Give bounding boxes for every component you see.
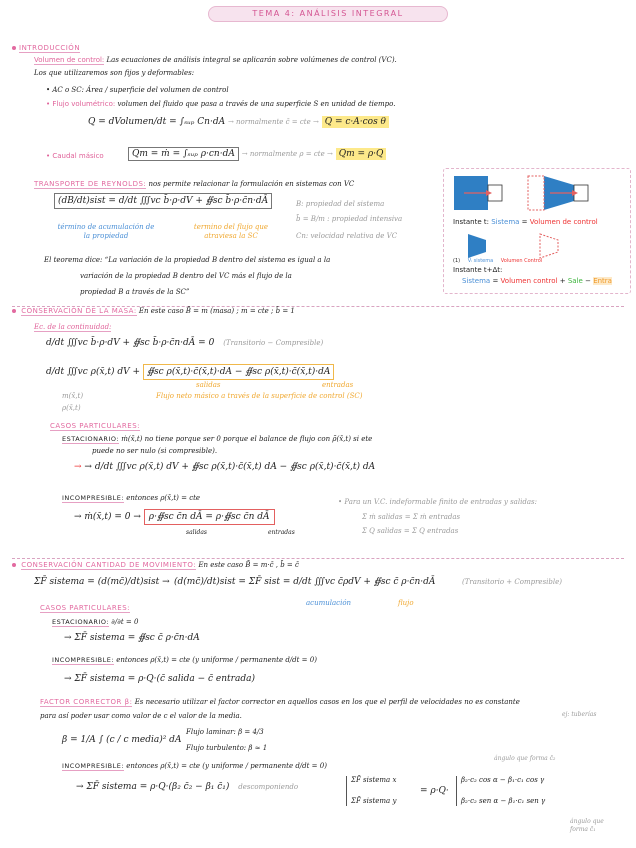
- masa-salidas: salidas: [196, 381, 221, 389]
- result-y: β₂·c₂ sen α − β₁·c₁ sen γ: [461, 796, 546, 805]
- mov-inc: INCOMPRESIBLE: entonces ρ(x̄,t) = cte (y uniforme / permanente d/dt = 0): [52, 656, 317, 664]
- note-flujo: termino del flujo que atraviesa la SC: [193, 223, 269, 240]
- inst2: (1) Ṽᵢ sistema Volumen Control: [453, 258, 543, 264]
- angle-note-2: ángulo que forma c̄₁: [570, 818, 604, 833]
- system-shape-icon: [468, 234, 486, 258]
- comp-y: ΣF̄ sistema y: [351, 796, 397, 805]
- bullet-dot-icon: [12, 309, 16, 313]
- page-title: TEMA 4: ANÁLISIS INTEGRAL: [208, 6, 448, 22]
- eq-m-box: Qm = ρ·Q: [336, 148, 387, 160]
- def-b: b̄ = B/m : propiedad intensiva: [296, 215, 403, 223]
- masa-eq1: d/dt ∭vc b̄·ρ·dV + ∯sc b̄·ρ·c̄n·dĀ = 0 (Transitorio − Compresible): [46, 338, 324, 348]
- masa-sub: Ec. de la continuidad:: [34, 323, 112, 331]
- factor-final-eq: → ΣF̄ sistema = ρ·Q·(β₂ c̄₂ − β₁ c̄₁) descomponiendo: [76, 782, 299, 792]
- masa-eq2-box: ∯sc ρ(x̄,t)·c̄(x̄,t)·dA − ∯sc ρ(x̄,t)·c̄(x̄,t)·dA: [143, 364, 334, 380]
- mov-inc-eq: → ΣF̄ sistema = ρ·Q·(c̄ salida − c̄ entrada): [64, 674, 255, 684]
- masa-casos: CASOS PARTICULARES:: [50, 422, 141, 430]
- rhoq: = ρ·Q·: [420, 786, 449, 796]
- inst3: Instante t+Δt:: [453, 266, 503, 274]
- theorem-3: propiedad B a través de la SC”: [80, 288, 190, 296]
- beta-laminar: Flujo laminar: β = 4/3: [186, 728, 264, 736]
- inst1: Instante t: Sistema = Volumen de control: [453, 218, 598, 226]
- eq-q-box: Q = c·A·cos θ: [322, 116, 389, 128]
- reynolds-eq: (dB/dt)sist = d/dt ∭vc b̄·ρ·dV + ∯sc b̄·ρ·c̄n·dĀ: [54, 196, 272, 207]
- result-block: [456, 776, 545, 806]
- eq-q: Q = dVolumen/dt = ∫ₛᵤₚ Cn·dA → normalmente c̄ = cte → Q = c·A·cos θ: [88, 117, 389, 128]
- m-xt: m(x̄,t): [62, 392, 84, 400]
- masa-est-eq: → → d/dt ∭vc ρ(x̄,t) dV + ∯sc ρ(x̄,t)·c̄(x̄,t) dA − ∯sc ρ(x̄,t)·c̄(x̄,t) dA: [74, 462, 376, 472]
- theorem-1: El teorema dice: “La variación de la propiedad B dentro del sistema es igual a la: [44, 256, 331, 264]
- masa-inc: INCOMPRESIBLE: entonces ρ(x̄,t) = cte: [62, 494, 201, 502]
- mov-line: CONSERVACIÓN CANTIDAD DE MOVIMIENTO: En este caso B̄ = m·c̄ , b̄ = c̄: [12, 561, 299, 570]
- inc-box-salidas: salidas: [186, 529, 207, 536]
- def-c: Cn: velocidad relativa de VC: [296, 232, 398, 240]
- comp-block: [346, 776, 396, 806]
- masa-inc-box: ρ·∯sc c̄n dĀ = ρ·∯sc c̄n dĀ: [144, 509, 275, 525]
- mov-est-eq: → ΣF̄ sistema = ∯sc c̄ ρ·c̄n·dA: [64, 633, 200, 643]
- mov-flujo: flujo: [398, 599, 414, 607]
- masa-est: ESTACIONARIO: ṁ(x̄,t) no tiene porque ser 0 porque el balance de flujo con ρ̃(x̄,t) si ete: [62, 435, 373, 443]
- theorem-2: variación de la propiedad B dentro del VC más el flujo de la: [80, 272, 292, 280]
- transporte-line: TRANSPORTE DE REYNOLDS: nos permite relacionar la formulación en sistemas con VC: [34, 180, 355, 188]
- bullet-caudal: • Caudal másico: [46, 152, 104, 160]
- mov-eq-note: (Transitorio + Compresible): [462, 578, 563, 586]
- masa-inc-eq: → ṁ(x̄,t) = 0 → ρ·∯sc c̄n dĀ = ρ·∯sc c̄n dĀ: [74, 512, 275, 523]
- eq-m: Qm = ṁ = ∫ₛᵤₚ ρ·cn·dA → normalmente ρ = cte → Qm = ρ·Q: [128, 149, 386, 160]
- intro-heading: INTRODUCCIÓN: [12, 44, 80, 53]
- result-x: β₂·c₂ cos α − β₁·c₁ cos γ: [461, 776, 545, 784]
- inc-box-entradas: entradas: [268, 529, 295, 536]
- def-B: B: propiedad del sistema: [296, 200, 385, 208]
- divider-2: [12, 558, 624, 559]
- masa-est-2: puede no ser nulo (si compresible).: [92, 447, 218, 455]
- mov-acum: acumulación: [306, 599, 352, 607]
- masa-line: CONSERVACIÓN DE LA MASA: En este caso B̄ = m (masa) ; m = cte ; b̄ = 1: [12, 307, 295, 316]
- note-acumulacion: término de acumulación de la propiedad: [57, 223, 155, 240]
- bullet-ac: • AC o SC: Área / superficie del volumen de control: [46, 86, 229, 94]
- vc-line: Volumen de control: Las ecuaciones de análisis integral se aplicarán sobre volúmenes de control (VC).: [34, 56, 397, 64]
- beta-turbulento: Flujo turbulento: β ≈ 1: [186, 744, 268, 752]
- beta-eq: β = 1/A ∫ (c / c media)² dA: [62, 735, 182, 745]
- bullet-flujo: • Flujo volumétrico: volumen del fluido que pasa a través de una superficie S en unidad de tiempo.: [46, 100, 396, 108]
- flujo-neto-note: Flujo neto másico a través de la superficie de control (SC): [156, 392, 363, 400]
- mov-est: ESTACIONARIO: ∂/∂t = 0: [52, 618, 139, 626]
- bullet-dot-icon: [12, 563, 16, 567]
- factor-inc: INCOMPRESIBLE: entonces ρ(x̄,t) = cte (y uniforme / permanente d/dt = 0): [62, 762, 327, 770]
- factor-side: ej: tuberías: [562, 711, 597, 718]
- mov-eq-left: ΣF̄ sistema = (d(mc̄)/dt)sist →: [34, 577, 170, 587]
- rho-xt: ρ(x̄,t): [62, 404, 81, 412]
- inst3-eq: Sistema = Volumen control + Sale − Entra: [462, 277, 612, 285]
- masa-eq2: d/dt ∭vc ρ(x̄,t) dV + ∯sc ρ(x̄,t)·c̄(x̄,t)·dA − ∯sc ρ(x̄,t)·c̄(x̄,t)·dA: [46, 367, 334, 378]
- vc-note-1: • Para un V.C. indeformable finito de entradas y salidas:: [338, 498, 537, 506]
- mov-casos: CASOS PARTICULARES:: [40, 604, 131, 612]
- vc-line-2: Los que utilizaremos son fijos y deformables:: [34, 69, 195, 77]
- comp-x: ΣF̄ sistema x: [351, 776, 397, 784]
- mov-eq-mid: (d(mc̄)/dt)sist = ΣF̄ sist = d/dt ∭vc c̄ρdV + ∯sc c̄ ρ·c̄n·dĀ: [174, 577, 436, 587]
- vc-note-3: Σ Q salidas = Σ Q entradas: [362, 527, 459, 535]
- factor-line-2: para así poder usar como valor de c el valor de la media.: [40, 712, 242, 720]
- angle-note-1: ángulo que forma c̄₂: [494, 755, 556, 762]
- vc-shape-icon: [540, 234, 558, 258]
- masa-entradas: entradas: [322, 381, 354, 389]
- vc-note-2: Σ ṁ salidas = Σ ṁ entradas: [362, 513, 461, 521]
- bullet-dot-icon: [12, 46, 16, 50]
- factor-line: FACTOR CORRECTOR β: Es necesario utilizar el factor corrector en aquellos casos en los que el perfil de velocidades no es constante: [40, 698, 520, 706]
